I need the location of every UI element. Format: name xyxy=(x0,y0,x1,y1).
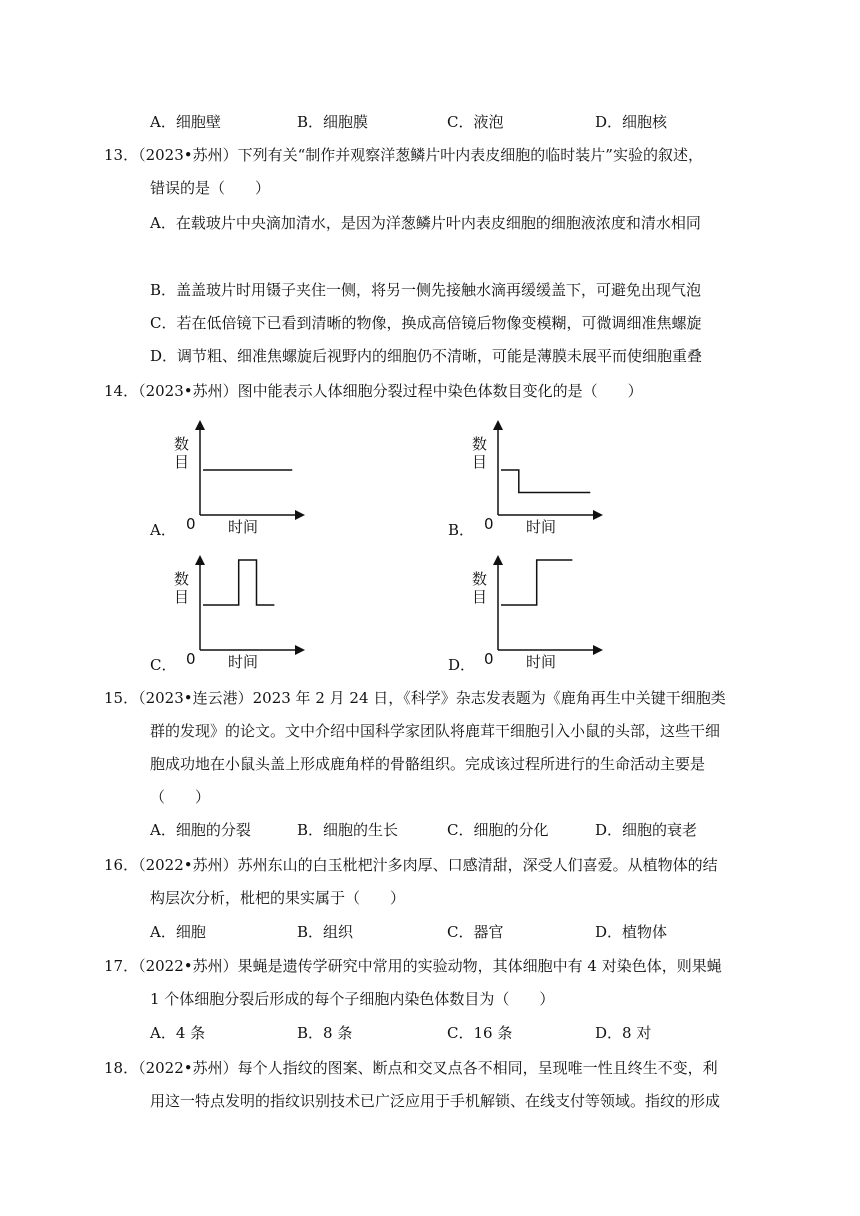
q17-stem-line1: 17．（2022•苏州）果蝇是遗传学研究中常用的实验动物，其体细胞中有 4 对染色体，则果蝇 xyxy=(104,957,722,975)
chart-d xyxy=(468,550,613,670)
q12-option-d: D．细胞核 xyxy=(595,113,668,131)
origin-label: 0 xyxy=(484,650,494,668)
y-axis-arrow xyxy=(195,420,205,430)
q13-stem-line1: 13．（2023•苏州）下列有关“制作并观察洋葱鳞片叶内表皮细胞的临时装片”实验的叙述， xyxy=(104,146,703,164)
x-axis-label: 时间 xyxy=(526,518,557,536)
chart-c-label: C． xyxy=(150,656,177,674)
q12-option-a: A．细胞壁 xyxy=(150,113,221,131)
y-axis-label-2: 目 xyxy=(174,588,190,606)
q13-stem-line2: 错误的是（ ） xyxy=(150,179,271,197)
chart-b xyxy=(468,415,613,535)
x-axis-arrow xyxy=(295,645,305,655)
q15-stem-line1: 15．（2023•连云港）2023 年 2 月 24 日，《科学》杂志发表题为《鹿角再生中关键干细胞类 xyxy=(104,689,726,707)
chart-a-label: A． xyxy=(150,521,176,539)
q15-option-a: A．细胞的分裂 xyxy=(150,821,251,839)
q16-stem-line1: 16．（2022•苏州）苏州东山的白玉枇杷汁多肉厚、口感清甜，深受人们喜爱。从植物体的结 xyxy=(104,856,718,874)
q15-stem-line3: 胞成功地在小鼠头盖上形成鹿角样的骨骼组织。完成该过程所进行的生命活动主要是 xyxy=(150,755,706,773)
y-axis-label-2: 目 xyxy=(472,588,488,606)
q16-stem-line2: 构层次分析，枇杷的果实属于（ ） xyxy=(150,889,406,907)
q15-option-b: B．细胞的生长 xyxy=(297,821,399,839)
series-line xyxy=(203,560,274,605)
series-line xyxy=(501,560,572,605)
q13-option-a: A．在载玻片中央滴加清水，是因为洋葱鳞片叶内表皮细胞的细胞液浓度和清水相同 xyxy=(150,214,701,232)
q18-stem-line1: 18．（2022•苏州）每个人指纹的图案、断点和交叉点各不相同，呈现唯一性且终生不变，利 xyxy=(104,1059,718,1077)
q13-option-c: C．若在低倍镜下已看到清晰的物像，换成高倍镜后物像变模糊，可微调细准焦螺旋 xyxy=(150,314,702,332)
chart-c xyxy=(170,550,315,670)
chart-a xyxy=(170,415,315,535)
q17-stem-line2: 1 个体细胞分裂后形成的每个子细胞内染色体数目为（ ） xyxy=(150,990,555,1008)
y-axis-label-2: 目 xyxy=(174,453,190,471)
y-axis-label-1: 数 xyxy=(472,435,488,453)
x-axis-label: 时间 xyxy=(228,653,259,671)
y-axis-label-1: 数 xyxy=(174,435,190,453)
q17-option-b: B．8 条 xyxy=(297,1024,353,1042)
origin-label: 0 xyxy=(186,650,196,668)
origin-label: 0 xyxy=(484,515,494,533)
q18-stem-line2: 用这一特点发明的指纹识别技术已广泛应用于手机解锁、在线支付等领域。指纹的形成 xyxy=(150,1092,721,1110)
q13-option-b: B．盖盖玻片时用镊子夹住一侧，将另一侧先接触水滴再缓缓盖下，可避免出现气泡 xyxy=(150,281,702,299)
y-axis-label-1: 数 xyxy=(472,570,488,588)
q17-option-a: A．4 条 xyxy=(150,1024,206,1042)
y-axis-label-1: 数 xyxy=(174,570,190,588)
q17-option-d: D．8 对 xyxy=(595,1024,652,1042)
x-axis-label: 时间 xyxy=(526,653,557,671)
x-axis-arrow xyxy=(295,510,305,520)
q15-option-d: D．细胞的衰老 xyxy=(595,821,698,839)
q16-option-c: C．器官 xyxy=(447,923,504,941)
q14-stem: 14．（2023•苏州）图中能表示人体细胞分裂过程中染色体数目变化的是（ ） xyxy=(104,382,643,400)
q17-option-c: C．16 条 xyxy=(447,1024,513,1042)
x-axis-arrow xyxy=(593,645,603,655)
origin-label: 0 xyxy=(186,515,196,533)
q15-stem-line4: （ ） xyxy=(150,788,211,806)
q16-option-b: B．组织 xyxy=(297,923,354,941)
q15-option-c: C．细胞的分化 xyxy=(447,821,549,839)
chart-b-label: B． xyxy=(448,521,475,539)
q16-option-d: D．植物体 xyxy=(595,923,668,941)
y-axis-arrow xyxy=(493,420,503,430)
x-axis-label: 时间 xyxy=(228,518,259,536)
q16-option-a: A．细胞 xyxy=(150,923,206,941)
q15-stem-line2: 群的发现》的论文。文中介绍中国科学家团队将鹿茸干细胞引入小鼠的头部，这些干细 xyxy=(150,722,721,740)
q12-option-c: C．液泡 xyxy=(447,113,504,131)
chart-d-label: D． xyxy=(448,656,476,674)
q13-option-d: D．调节粗、细准焦螺旋后视野内的细胞仍不清晰，可能是薄膜未展平而使细胞重叠 xyxy=(150,347,703,365)
x-axis-arrow xyxy=(593,510,603,520)
y-axis-arrow xyxy=(493,555,503,565)
series-line xyxy=(501,470,590,493)
y-axis-label-2: 目 xyxy=(472,453,488,471)
q12-option-b: B．细胞膜 xyxy=(297,113,369,131)
y-axis-arrow xyxy=(195,555,205,565)
